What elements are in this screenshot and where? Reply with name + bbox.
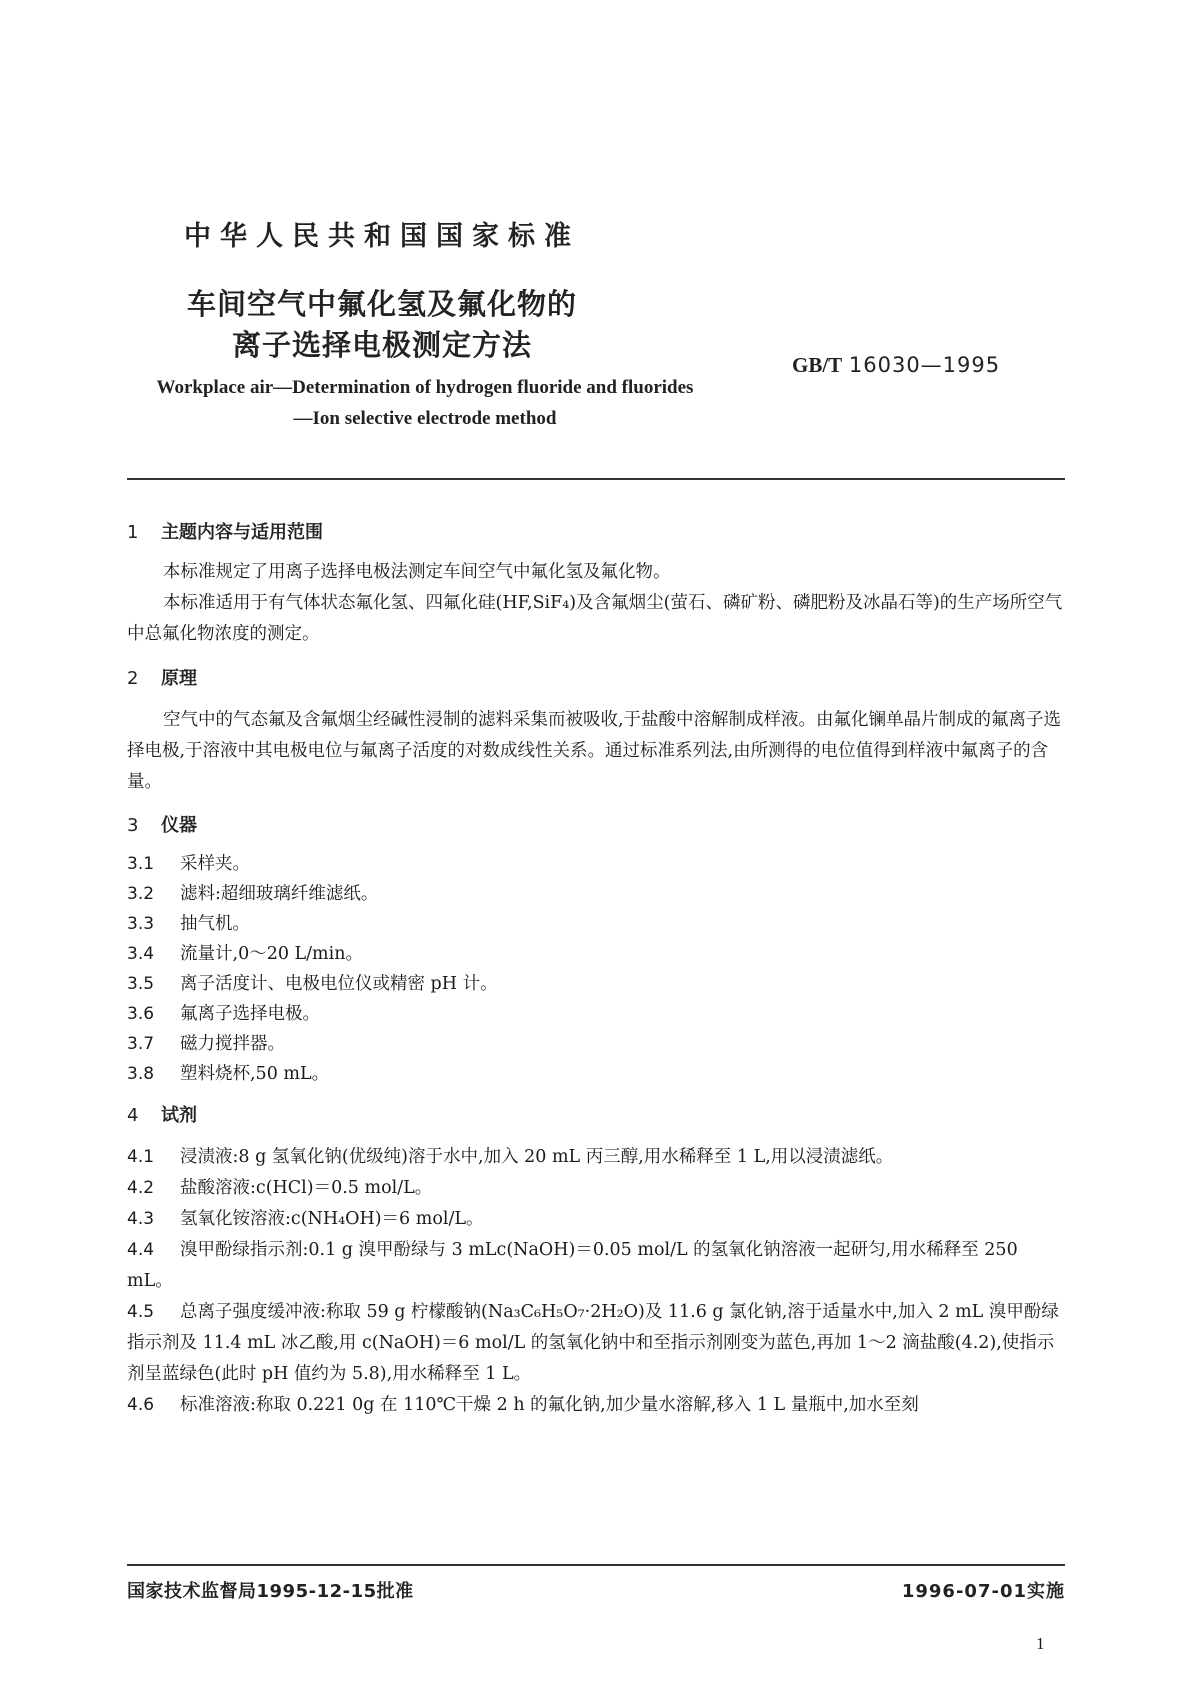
list-item [127,1235,1065,1297]
national-standard-heading: 中华人民共和国国家标准 [184,221,580,252]
item-number: 3.7 [127,1034,155,1054]
section-title: 试剂 [161,1105,197,1126]
item-text: 塑料烧杯,50 mL。 [180,1064,330,1084]
chinese-title-line1: 车间空气中氟化氢及氟化物的 [186,287,577,321]
english-title-line1: Workplace air—Determination of hydrogen fluoride and fluorides [156,377,694,398]
item-number: 3.6 [127,1004,155,1024]
list-item [127,1059,1065,1090]
item-number: 3.5 [127,974,155,994]
section-title: 原理 [161,668,197,689]
section-2-heading [127,664,197,690]
item-number: 3.8 [127,1064,155,1084]
list-item [127,1029,1065,1060]
item-number: 4.1 [127,1147,155,1167]
list-item [127,999,1065,1030]
section-2-paragraph-1: 空气中的气态氟及含氟烟尘经碱性浸制的滤料采集而被吸收,于盐酸中溶解制成样液。由氟化镧单晶片制成的氟离子选择电极,于溶液中其电极电位与氟离子活度的对数成线性关系。通过标准系列法,由所测得的电位值得到样液中氟离子的含量。 [127,710,1062,792]
item-text: 离子活度计、电极电位仪或精密 pH 计。 [180,974,498,994]
item-text: 氟离子选择电极。 [180,1004,320,1024]
item-text: 标准溶液:称取 0.221 0g 在 110℃干燥 2 h 的氟化钠,加少量水溶解,移入 1 L 量瓶中,加水至刻 [180,1395,919,1415]
item-text: 滤料:超细玻璃纤维滤纸。 [180,884,379,904]
section-title: 主题内容与适用范围 [161,522,323,543]
item-text: 溴甲酚绿指示剂:0.1 g 溴甲酚绿与 3 mLc(NaOH)＝0.05 mol/L 的氢氧化钠溶液一起研匀,用水稀释至 250 mL。 [127,1240,1018,1291]
standard-code-prefix: GB/T [792,353,843,377]
section-1-paragraph-1: 本标准规定了用离子选择电极法测定车间空气中氟化氢及氟化物。 [163,562,671,582]
item-number: 4.3 [127,1209,155,1229]
item-number: 3.4 [127,944,155,964]
section-1-paragraph-2: 本标准适用于有气体状态氟化氢、四氟化硅(HF,SiF₄)及含氟烟尘(萤石、磷矿粉、磷肥粉及冰晶石等)的生产场所空气中总氟化物浓度的测定。 [127,593,1063,644]
item-number: 4.6 [127,1395,155,1415]
list-item [127,1297,1065,1390]
item-text: 磁力搅拌器。 [180,1034,285,1054]
section-number: 2 [127,668,139,689]
item-text: 浸渍液:8 g 氢氧化钠(优级纯)溶于水中,加入 20 mL 丙三醇,用水稀释至 1 L,用以浸渍滤纸。 [180,1147,894,1167]
item-text: 抽气机。 [180,914,250,934]
item-text: 总离子强度缓冲液:称取 59 g 柠檬酸钠(Na₃C₆H₅O₇·2H₂O)及 11.6 g 氯化钠,溶于适量水中,加入 2 mL 溴甲酚绿指示剂及 11.4 mL 冰乙酸,用 c(NaOH)＝6 mol/L 的氢氧化钠中和至指示剂刚变为蓝色,再加 1～2 滴盐酸(4.2),使指示剂呈蓝绿色(此时 pH 值约为 5.8),用水稀释至 1 L。 [127,1302,1059,1384]
approval-date: 国家技术监督局1995-12-15批准 [127,1581,414,1602]
list-item [127,879,1065,910]
item-number: 3.2 [127,884,155,904]
item-text: 流量计,0～20 L/min。 [180,944,364,964]
item-number: 4.4 [127,1240,155,1260]
footer-divider [127,1564,1065,1566]
item-text: 盐酸溶液:c(HCl)＝0.5 mol/L。 [180,1178,433,1198]
item-number: 3.3 [127,914,155,934]
standard-code [792,353,1000,378]
list-item [127,1390,1065,1421]
chinese-title-line2: 离子选择电极测定方法 [231,328,532,362]
list-item [127,909,1065,940]
section-title: 仪器 [161,815,197,836]
header-divider [127,478,1065,480]
item-text: 采样夹。 [180,854,250,874]
list-item [127,849,1065,880]
english-title-line2: —Ion selective electrode method [293,408,557,429]
item-number: 4.2 [127,1178,155,1198]
item-number: 4.5 [127,1302,155,1322]
item-number: 3.1 [127,854,155,874]
item-text: 氢氧化铵溶液:c(NH₄OH)＝6 mol/L。 [180,1209,484,1229]
list-item [127,1173,1065,1204]
section-number: 4 [127,1105,139,1126]
list-item [127,939,1065,970]
standard-code-number: 16030—1995 [848,353,1001,377]
section-3-heading [127,811,197,837]
implementation-date: 1996-07-01实施 [901,1581,1065,1602]
list-item [127,1204,1065,1235]
page-number: 1 [1036,1634,1045,1653]
section-number: 1 [127,522,139,543]
list-item [127,969,1065,1000]
section-number: 3 [127,815,139,836]
section-1-heading [127,518,323,544]
list-item [127,1142,1065,1173]
section-4-heading [127,1101,197,1127]
